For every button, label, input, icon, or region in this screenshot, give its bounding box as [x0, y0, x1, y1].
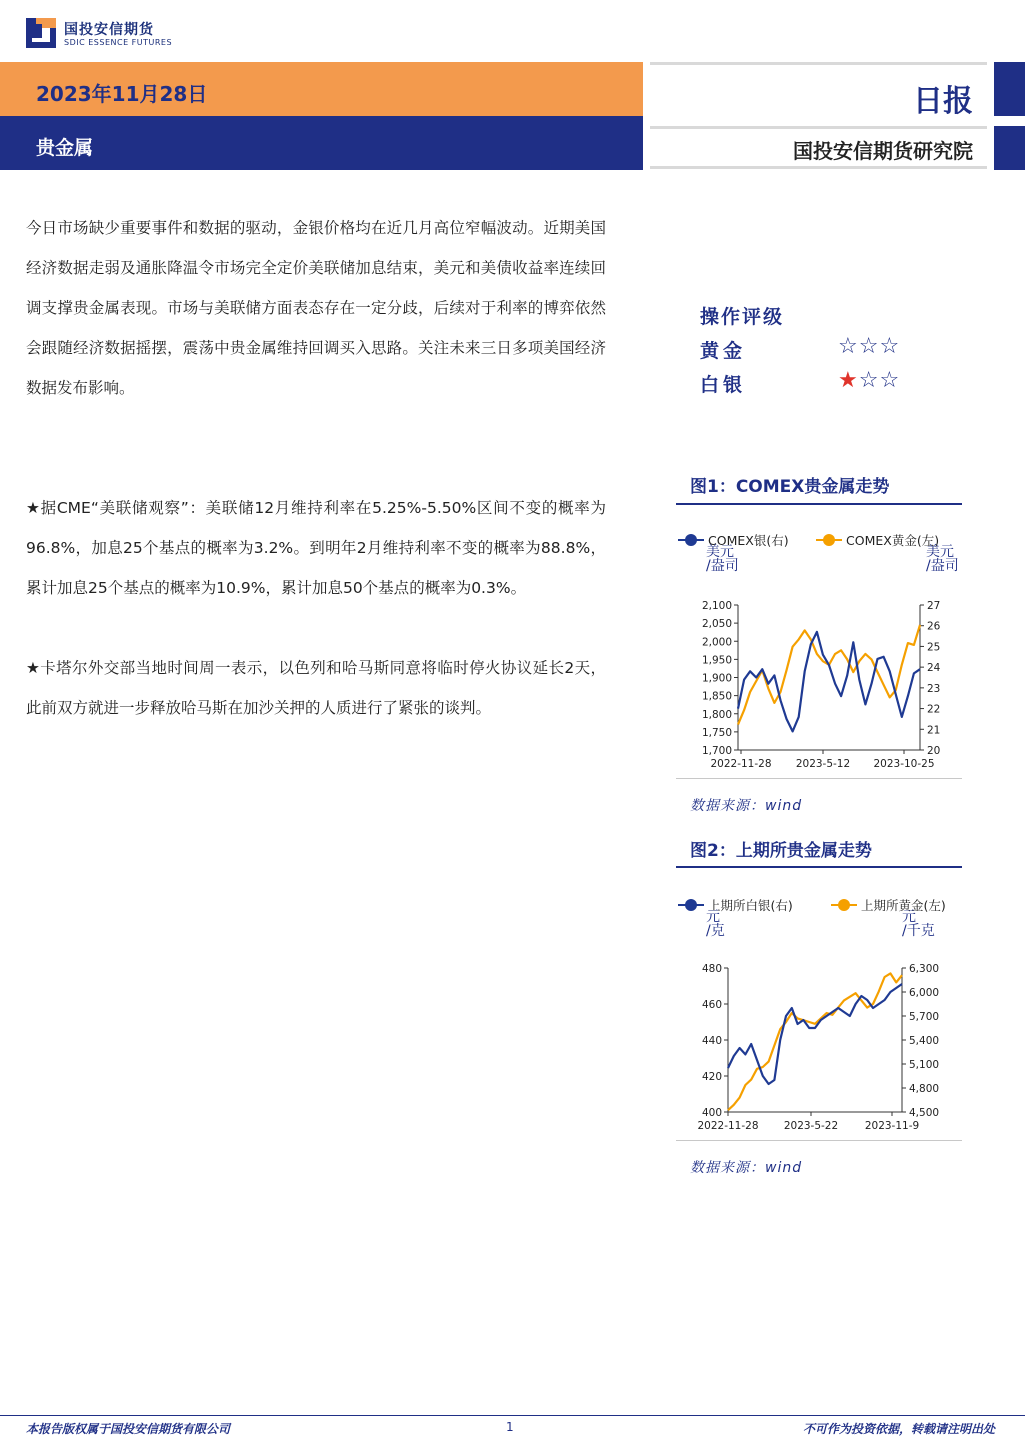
header-divider [650, 62, 987, 65]
tick-label-left: 420 [701, 1071, 722, 1083]
tick-label-left: 1,950 [701, 654, 732, 667]
figure-2-source: 数据来源：wind [690, 1160, 803, 1176]
tick-label-x: 2022-11-28 [697, 1120, 759, 1132]
tick-label-left: 1,850 [701, 690, 732, 703]
tick-label-right: 6,000 [909, 987, 940, 999]
tick-label-left: 2,100 [701, 600, 732, 612]
tick-label-right: 4,800 [909, 1083, 940, 1095]
legend-marker-icon [685, 899, 697, 911]
sector-band [0, 116, 643, 170]
tick-label-x: 2023-11-9 [864, 1120, 920, 1132]
tick-label-left: 460 [701, 999, 722, 1011]
axis-unit-label: /克 [706, 923, 725, 939]
tick-label-left: 2,000 [701, 636, 732, 649]
tick-label-right: 24 [927, 662, 941, 675]
tick-label-right: 6,300 [909, 963, 940, 975]
axis-unit-label: 元 [706, 909, 720, 925]
tick-label-left: 1,900 [701, 672, 732, 685]
axis-unit-label: 元 [902, 909, 916, 925]
series-line [728, 973, 902, 1110]
tick-label-right: 4,500 [909, 1107, 940, 1119]
tick-label-right: 23 [927, 682, 941, 695]
star-empty-icon: ☆☆ [858, 368, 901, 393]
logo-name-cn: 国投安信期货 [64, 22, 154, 38]
figure-2-title: 图2：上期所贵金属走势 [690, 841, 872, 861]
header-accent-block [994, 126, 1025, 170]
figure-1-rule [676, 503, 962, 505]
tick-label-right: 5,700 [909, 1011, 940, 1023]
tick-label-left: 400 [701, 1107, 722, 1119]
rating-stars-silver [838, 368, 900, 393]
footer-disclaimer: 不可作为投资依据，转载请注明出处 [802, 1422, 995, 1436]
legend-label: COMEX银(右) [708, 533, 789, 548]
axis-unit-label: /盎司 [926, 558, 959, 574]
paragraph-cme: ★据CME“美联储观察”：美联储12月维持利率在5.25%-5.50%区间不变的概率为96.8%，加息25个基点的概率为3.2%。到明年2月维持利率不变的概率为88.8%，累计加息25个基点的概率为10.9%，累计加息50个基点的概率为0.3%。 [26, 499, 606, 597]
rating-stars-gold: ☆☆☆ [838, 334, 901, 359]
legend-marker-icon [838, 899, 850, 911]
figure-2-rule [676, 866, 962, 868]
rating-label-gold: 黄金 [700, 340, 747, 362]
tick-label-left: 1,800 [701, 708, 732, 721]
figure-2-bottom-rule [676, 1140, 962, 1141]
paragraph-summary: 今日市场缺少重要事件和数据的驱动，金银价格均在近几月高位窄幅波动。近期美国经济数据走弱及通胀降温令市场完全定价美联储加息结束，美元和美债收益率连续回调支撑贵金属表现。市场与美联储方面表态存在一定分歧，后续对于利率的博弈依然会跟随经济数据摇摆，震荡中贵金属维持回调买入思路。关注未来三日多项美国经济数据发布影响。 [26, 219, 606, 397]
figure-1-source: 数据来源：wind [690, 798, 803, 814]
tick-label-right: 25 [927, 641, 941, 654]
tick-label-right: 5,400 [909, 1035, 940, 1047]
tick-label-x: 2023-10-25 [873, 758, 935, 770]
tick-label-right: 21 [927, 724, 941, 737]
tick-label-left: 2,050 [701, 618, 732, 631]
star-filled-icon: ★ [838, 368, 859, 393]
tick-label-right: 26 [927, 620, 941, 633]
tick-label-right: 27 [927, 600, 941, 612]
tick-label-left: 1,700 [701, 745, 732, 757]
report-type: 日报 [913, 84, 973, 119]
legend-label: COMEX黄金(左) [846, 533, 940, 548]
rating-title: 操作评级 [700, 306, 785, 328]
institute-name: 国投安信期货研究院 [793, 139, 973, 163]
tick-label-x: 2023-5-22 [783, 1120, 839, 1132]
rating-label-silver: 白银 [700, 374, 747, 396]
report-sector: 贵金属 [36, 137, 94, 159]
tick-label-left: 480 [701, 963, 722, 975]
header-divider [650, 166, 987, 169]
tick-label-left: 440 [701, 1035, 722, 1047]
tick-label-right: 22 [927, 703, 941, 716]
axis-unit-label: 美元 [706, 544, 734, 560]
footer-rule [0, 1415, 1025, 1416]
tick-label-x: 2022-11-28 [710, 758, 772, 770]
figure-1-bottom-rule [676, 778, 962, 779]
header-accent-block [994, 62, 1025, 116]
legend-label: 上期所黄金(左) [861, 898, 946, 913]
logo-name-en: SDIC ESSENCE FUTURES [64, 38, 173, 47]
figure-1-title: 图1：COMEX贵金属走势 [690, 477, 890, 497]
tick-label-x: 2023-5-12 [795, 758, 851, 770]
company-logo-icon [26, 18, 56, 48]
tick-label-right: 20 [927, 745, 941, 757]
legend-marker-icon [823, 534, 835, 546]
paragraph-geopolitics: ★卡塔尔外交部当地时间周一表示，以色列和哈马斯同意将临时停火协议延长2天，此前双方就进一步释放哈马斯在加沙关押的人质进行了紧张的谈判。 [26, 659, 606, 717]
tick-label-left: 1,750 [701, 726, 732, 739]
figure-1-chart [676, 530, 966, 775]
footer-copyright: 本报告版权属于国投安信期货有限公司 [26, 1422, 231, 1436]
figure-2-chart [676, 895, 966, 1138]
axis-unit-label: 美元 [926, 544, 954, 560]
header-divider [650, 126, 987, 129]
page-number: 1 [506, 1420, 514, 1434]
report-date: 2023年11月28日 [36, 82, 208, 106]
axis-unit-label: /千克 [902, 923, 935, 939]
legend-label: 上期所白银(右) [708, 898, 793, 913]
legend-marker-icon [685, 534, 697, 546]
axis-unit-label: /盎司 [706, 558, 739, 574]
tick-label-right: 5,100 [909, 1059, 940, 1071]
